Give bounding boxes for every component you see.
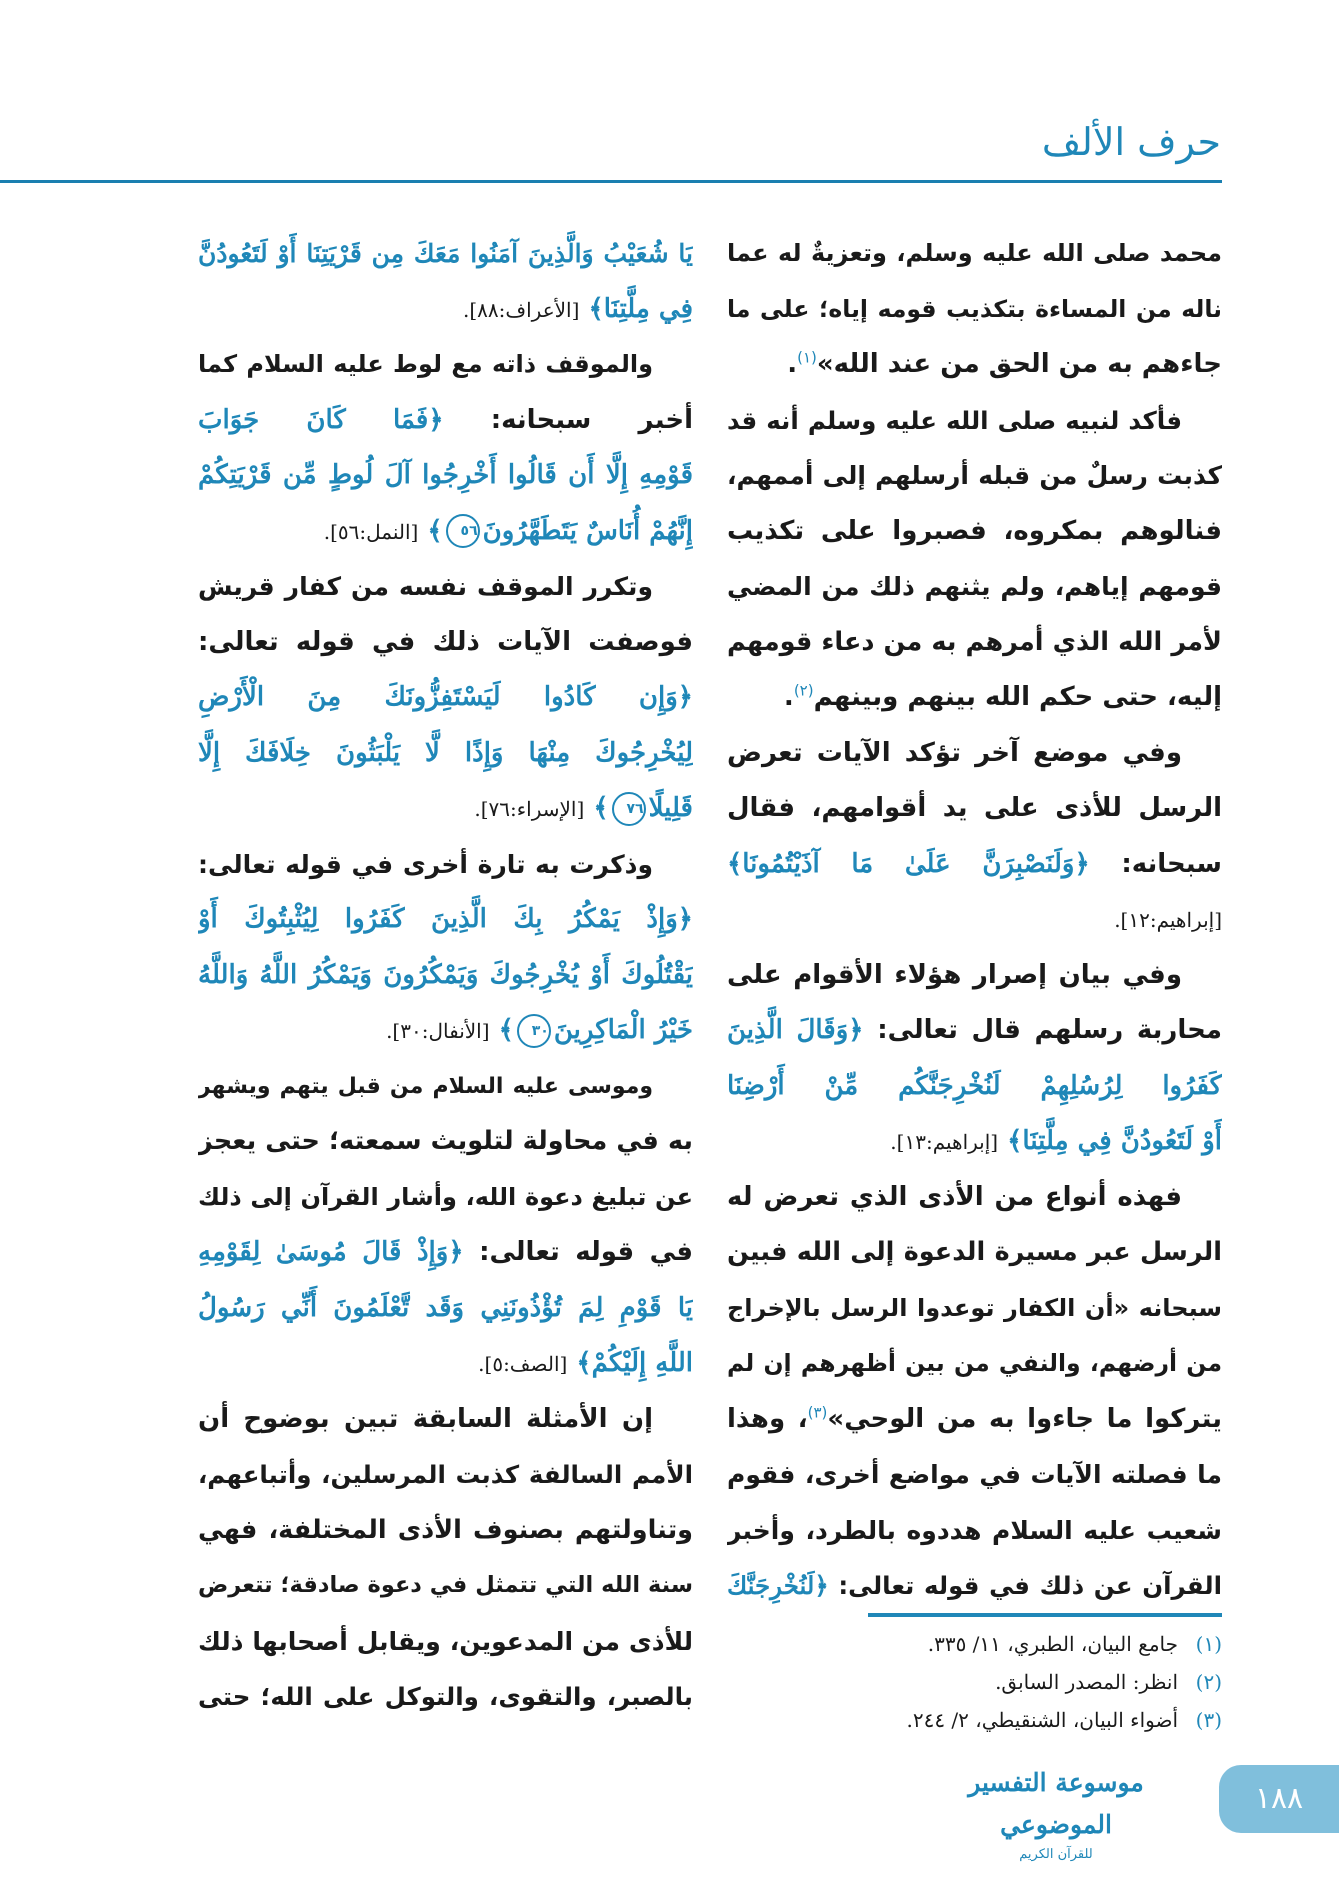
text-line [198, 1392, 693, 1448]
quran-verse: ﴾ [418, 515, 443, 546]
body-text: فوصفت الآيات ذلك في قوله تعالى: [198, 626, 693, 657]
text-line [198, 1281, 693, 1337]
body-text: يتركوا ما جاءوا به من الوحي» [827, 1403, 1222, 1434]
footnote [727, 1701, 1222, 1739]
quran-verse: قَوْمِهِ إِلَّا أَن قَالُوا أَخْرِجُوا آلَ لُوطٍ مِّن قَرْيَتِكُمْ [198, 460, 693, 490]
text-line [198, 1558, 693, 1614]
text-line [727, 948, 1222, 1004]
text-line [727, 1447, 1222, 1503]
logo-subtitle: للقرآن الكريم [1019, 1847, 1093, 1862]
text-line [727, 1170, 1222, 1226]
text-line [727, 504, 1222, 560]
text-line [727, 559, 1222, 615]
quran-verse: ﴿وَإِن كَادُوا لَيَسْتَفِزُّونَكَ مِنَ الْأَرْضِ [198, 682, 693, 712]
text-line [727, 226, 1222, 282]
footnote-marker[interactable]: (٢) [793, 681, 814, 700]
body-text: عن تبليغ دعوة الله، وأشار القرآن إلى ذلك [198, 1182, 693, 1211]
footnote-marker[interactable]: (٣) [807, 1402, 828, 1421]
body-text: جاءهم به من الحق من عند الله» [816, 349, 1222, 379]
text-line [198, 282, 693, 338]
body-text: وفي بيان إصرار هؤلاء الأقوام على [727, 959, 1182, 990]
text-line [198, 726, 693, 782]
body-text: وفي موضع آخر تؤكد الآيات تعرض [727, 737, 1182, 768]
text-line [727, 1392, 1222, 1448]
verse-reference: [الأعراف:٨٨]. [462, 297, 580, 322]
body-text: محمد صلى الله عليه وسلم، وتعزيةٌ له عما [727, 239, 1222, 267]
quran-verse: خَيْرُ الْمَاكِرِينَ [553, 1015, 693, 1045]
body-text: وذكرت به تارة أخرى في قوله تعالى: [198, 849, 653, 879]
body-text: إليه، حتى حكم الله بينهم وبينهم [813, 682, 1222, 712]
footnote-number: (٣) [1195, 1708, 1222, 1732]
chapter-title: حرف الألف [1041, 120, 1221, 164]
quran-verse: يَا شُعَيْبُ وَالَّذِينَ آمَنُوا مَعَكَ مِن قَرْيَتِنَا أَوْ لَتَعُودُنَّ [198, 239, 693, 268]
body-text: . [787, 349, 798, 379]
footnote [727, 1663, 1222, 1701]
body-text: ناله من المساءة بتكذيب قومه إياه؛ على ما [727, 294, 1222, 323]
body-text: من أرضهم، والنفي من بين أظهرهم إن لم [727, 1349, 1222, 1377]
verse-reference: [النمل:٥٦]. [323, 519, 419, 544]
text-line [198, 1225, 693, 1281]
quran-verse: قَلِيلًا [648, 793, 693, 823]
verse-number: ٧٦ [612, 792, 646, 826]
body-text: فنالوهم بمكروه، فصبروا على تكذيب [727, 515, 1222, 546]
text-line [198, 504, 693, 560]
quran-verse: ﴾ [489, 1015, 514, 1045]
body-text: كذبت رسلٌ من قبله أرسلهم إلى أممهم، [727, 461, 1222, 490]
text-line [727, 1503, 1222, 1559]
verse-reference: [الصف:٥]. [478, 1352, 568, 1376]
body-text: . [783, 682, 794, 712]
quran-verse: كَفَرُوا لِرُسُلِهِمْ لَنُخْرِجَنَّكُم مِّنْ أَرْضِنَا [727, 1070, 1222, 1101]
body-text: لأمر الله الذي أمرهم به من دعاء قومهم [727, 626, 1222, 657]
body-text: وتكرر الموقف نفسه من كفار قريش [198, 572, 653, 601]
text-line [198, 1669, 693, 1725]
text-line [727, 393, 1222, 449]
body-text: الأمم السالفة كذبت المرسلين، وأتباعهم، [198, 1460, 693, 1489]
text-line [727, 337, 1222, 393]
text-line [198, 837, 693, 893]
text-line [198, 1170, 693, 1226]
footnote-text: أضواء البيان، الشنقيطي، ٢/ ٢٤٤. [906, 1708, 1178, 1732]
body-text: وتناولتهم بصنوف الأذى المختلفة، فهي [198, 1514, 693, 1545]
text-line [727, 837, 1222, 893]
quran-verse: ﴿وَإِذْ قَالَ مُوسَىٰ لِقَوْمِهِ [198, 1237, 464, 1267]
body-text: به في محاولة لتلويث سمعته؛ حتى يعجز [198, 1126, 693, 1156]
verse-reference: [إبراهيم:١٣]. [890, 1130, 999, 1154]
text-line [727, 670, 1222, 726]
logo-title: موسوعة التفسير الموضوعي [968, 1768, 1144, 1839]
encyclopedia-logo [933, 1762, 1179, 1864]
footnote-marker[interactable]: (١) [797, 348, 817, 367]
text-line [727, 781, 1222, 837]
body-text: بالصبر، والتقوى، والتوكل على الله؛ حتى [198, 1682, 693, 1711]
footnote-text: انظر: المصدر السابق. [995, 1670, 1178, 1694]
text-line [198, 1447, 693, 1503]
body-text: سبحانه «أن الكفار توعدوا الرسل بالإخراج [727, 1293, 1222, 1322]
right-column [727, 226, 1222, 1614]
text-line [198, 559, 693, 615]
text-line [198, 393, 693, 449]
quran-verse: ﴿فَمَا كَانَ جَوَابَ [198, 404, 444, 435]
body-text: ، وهذا [727, 1403, 808, 1434]
quran-verse: يَا قَوْمِ لِمَ تُؤْذُونَنِي وَقَد تَّعْلَمُونَ أَنِّي رَسُولُ [198, 1292, 693, 1323]
text-line [198, 1059, 693, 1115]
quran-verse: فِي مِلَّتِنَا﴾ [579, 293, 693, 324]
text-line [727, 1225, 1222, 1281]
verse-number: ٣٠ [517, 1014, 551, 1048]
body-text: سنة الله التي تتمثل في دعوة صادقة؛ تتعرض [198, 1572, 693, 1598]
verse-reference: [الأنفال:٣٠]. [386, 1019, 490, 1043]
quran-verse: ﴿وَقَالَ الَّذِينَ [727, 1015, 864, 1045]
body-text: سبحانه: [1089, 848, 1222, 879]
text-line [727, 892, 1222, 948]
body-text: فأكد لنبيه صلى الله عليه وسلم أنه قد [727, 405, 1182, 435]
body-text: فهذه أنواع من الأذى الذي تعرض له [727, 1181, 1182, 1212]
text-line [727, 1003, 1222, 1059]
body-text: شعيب عليه السلام هددوه بالطرد، وأخبر [727, 1515, 1222, 1545]
body-text: الرسل للأذى على يد أقوامهم، فقال [727, 793, 1222, 823]
text-line [198, 670, 693, 726]
page-number-badge: ١٨٨ [1219, 1765, 1339, 1833]
body-text: قومهم إياهم، ولم يثنهم ذلك من المضي [727, 572, 1222, 601]
verse-reference: [إبراهيم:١٢]. [1114, 908, 1222, 932]
verse-number: ٥٦ [446, 514, 480, 548]
footnote-number: (١) [1195, 1632, 1222, 1656]
body-text: أخبر سبحانه: [443, 404, 693, 435]
footnote-number: (٢) [1195, 1670, 1222, 1694]
body-text: إن الأمثلة السابقة تبين بوضوح أن [198, 1403, 653, 1434]
quran-verse: ﴿وَلَنَصْبِرَنَّ عَلَىٰ مَا آذَيْتُمُونَا﴾ [727, 848, 1090, 879]
footnote-text: جامع البيان، الطبري، ١١/ ٣٣٥. [927, 1632, 1178, 1656]
quran-verse: اللَّهِ إِلَيْكُمْ﴾ [567, 1348, 693, 1378]
text-line [198, 226, 693, 282]
text-line [727, 282, 1222, 338]
text-line [727, 615, 1222, 671]
text-line [198, 781, 693, 837]
text-line [198, 1614, 693, 1670]
text-line [198, 337, 693, 393]
text-line [198, 892, 693, 948]
text-line [198, 1114, 693, 1170]
text-line [727, 726, 1222, 782]
text-line [727, 1558, 1222, 1614]
text-line [198, 1003, 693, 1059]
footnote [727, 1625, 1222, 1663]
text-line [198, 1503, 693, 1559]
text-line [198, 615, 693, 671]
body-text: وموسى عليه السلام من قبل يتهم ويشهر [198, 1073, 653, 1099]
quran-verse: لِيُخْرِجُوكَ مِنْهَا وَإِذًا لَّا يَلْبَثُونَ خِلَافَكَ إِلَّا [198, 737, 693, 768]
verse-reference: [الإسراء:٧٦]. [474, 797, 585, 821]
body-text: في قوله تعالى: [463, 1237, 693, 1267]
body-text: محاربة رسلهم قال تعالى: [863, 1015, 1222, 1045]
quran-verse: ﴿وَإِذْ يَمْكُرُ بِكَ الَّذِينَ كَفَرُوا لِيُثْبِتُوكَ أَوْ [198, 904, 693, 934]
body-text: للأذى من المدعوين، ويقابل أصحابها ذلك [198, 1626, 693, 1656]
quran-verse: يَقْتُلُوكَ أَوْ يُخْرِجُوكَ وَيَمْكُرُونَ وَيَمْكُرُ اللَّهُ وَاللَّهُ [198, 959, 693, 990]
text-line [727, 1059, 1222, 1115]
quran-verse: ﴾ [584, 793, 609, 823]
quran-verse: ﴿لَنُخْرِجَنَّكَ [727, 1571, 829, 1600]
quran-verse: إِنَّهُمْ أُنَاسٌ يَتَطَهَّرُونَ [482, 515, 693, 546]
body-text: الرسل عبر مسيرة الدعوة إلى الله فبين [727, 1237, 1222, 1267]
header-divider [0, 180, 1222, 183]
body-text: ما فصلته الآيات في مواضع أخرى، فقوم [727, 1460, 1222, 1489]
left-column [198, 226, 693, 1725]
footnote-divider [868, 1613, 1222, 1617]
text-line [198, 448, 693, 504]
text-line [198, 1336, 693, 1392]
text-line [727, 1336, 1222, 1392]
text-line [727, 448, 1222, 504]
quran-verse: أَوْ لَتَعُودُنَّ فِي مِلَّتِنَا﴾ [998, 1126, 1222, 1156]
footnotes [727, 1625, 1222, 1739]
body-text: القرآن عن ذلك في قوله تعالى: [828, 1571, 1222, 1600]
body-text: والموقف ذاته مع لوط عليه السلام كما [198, 350, 653, 378]
text-line [198, 948, 693, 1004]
text-line [727, 1281, 1222, 1337]
text-line [727, 1114, 1222, 1170]
